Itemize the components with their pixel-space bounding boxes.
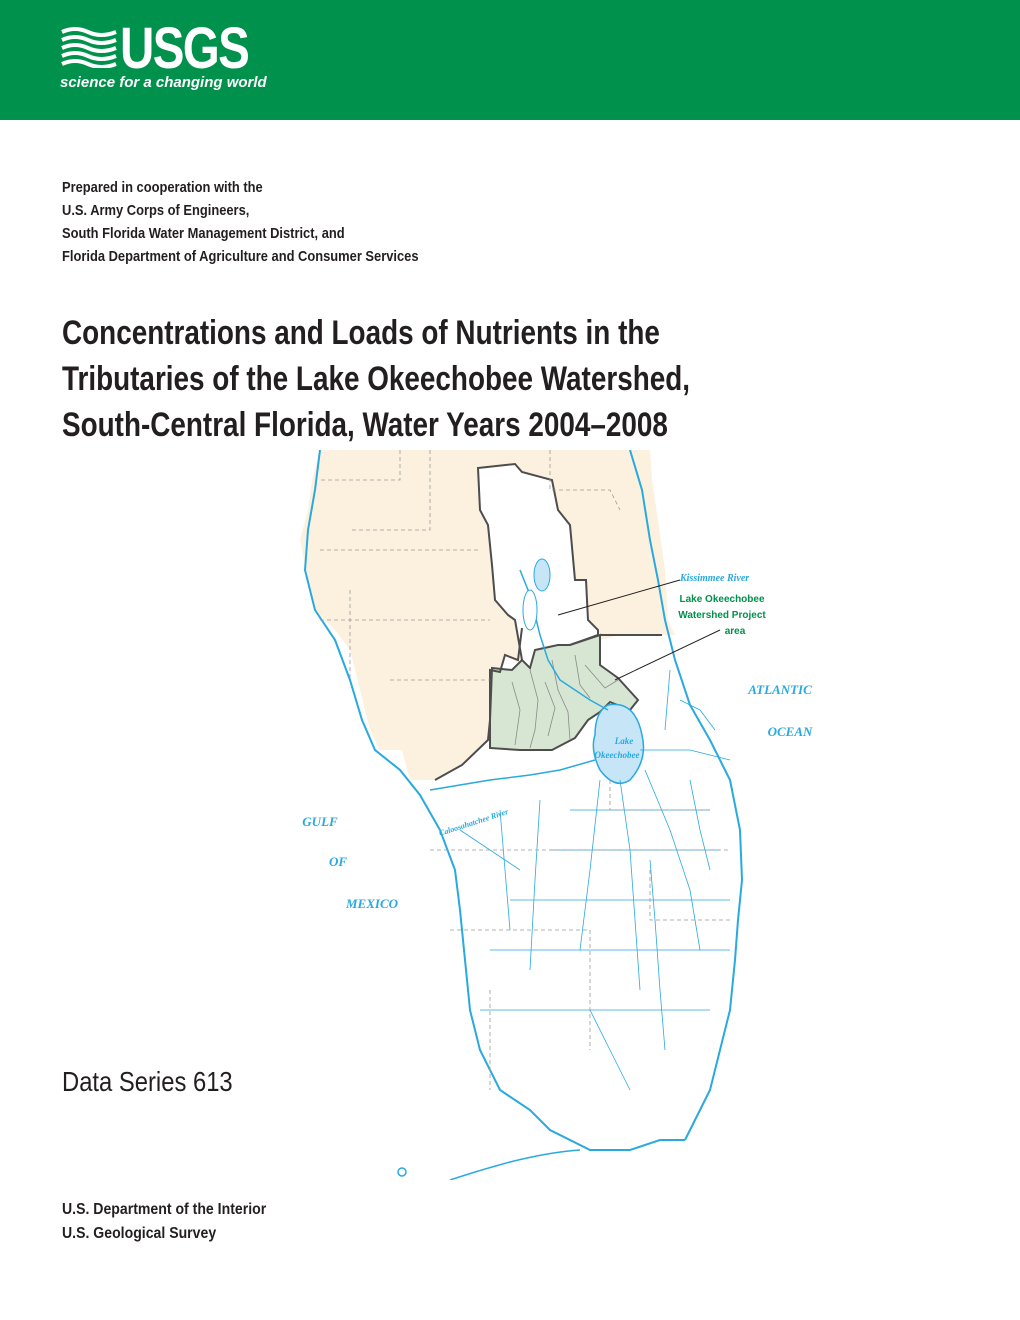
usgs-logo[interactable] [60, 16, 290, 100]
title-line: Concentrations and Loads of Nutrients in the [62, 314, 660, 352]
label-project-area-line1: Lake Okeechobee [679, 594, 765, 605]
label-kissimmee-river: Kissimmee River [680, 573, 750, 584]
label-project-area-line3: area [724, 626, 746, 637]
label-okeechobee: Okeechobee [594, 750, 640, 760]
cooperation-statement [62, 176, 419, 268]
report-title [62, 310, 690, 448]
usgs-wordmark: USGS [120, 16, 249, 81]
label-mexico: MEXICO [345, 896, 399, 911]
data-series-label: Data Series 613 [62, 1066, 233, 1097]
label-caloosahatchee-river: Caloosahatchee River [437, 807, 510, 838]
cooperation-line: Florida Department of Agriculture and Consumer Services [62, 248, 419, 265]
label-of: OF [328, 854, 348, 869]
cooperation-line: Prepared in cooperation with the [62, 179, 263, 196]
label-lake: Lake [614, 736, 634, 746]
label-gulf: GULF [302, 814, 338, 829]
florida-keys [450, 1150, 580, 1180]
department-line: U.S. Department of the Interior [62, 1201, 267, 1218]
south-florida-map [290, 450, 850, 1180]
usgs-tagline: science for a changing world [60, 74, 267, 91]
department-block [62, 1198, 266, 1246]
label-project-area-line2: Watershed Project [678, 610, 766, 621]
agency-line: U.S. Geological Survey [62, 1225, 217, 1242]
usgs-wave-icon [60, 24, 120, 68]
label-ocean: OCEAN [767, 724, 813, 739]
title-line: Tributaries of the Lake Okeechobee Watershed, [62, 360, 691, 398]
cooperation-line: U.S. Army Corps of Engineers, [62, 202, 250, 219]
cooperation-line: South Florida Water Management District, and [62, 225, 345, 242]
title-line: South-Central Florida, Water Years 2004–2008 [62, 406, 668, 444]
label-atlantic: ATLANTIC [748, 682, 812, 697]
usgs-banner [0, 0, 1020, 120]
